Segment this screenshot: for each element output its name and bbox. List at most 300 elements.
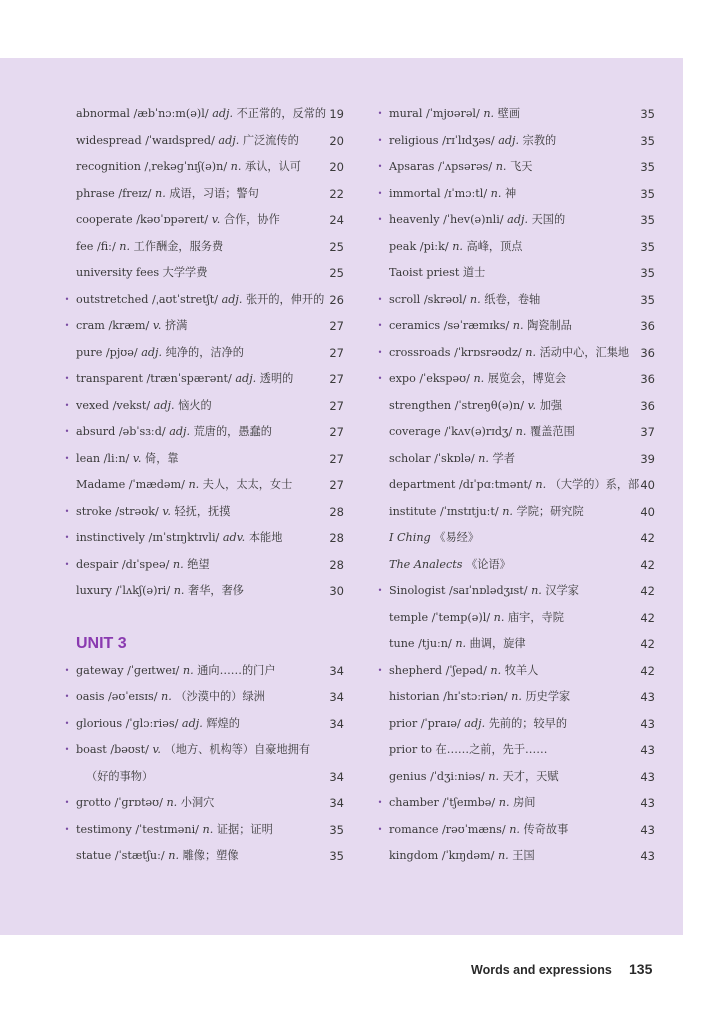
phonetic: /ˌaʊtˈstretʃt/ — [151, 292, 218, 306]
chinese-meaning: 庙宇，寺院 — [507, 610, 564, 624]
page-ref: 34 — [329, 796, 344, 810]
part-of-speech: n. — [161, 690, 172, 703]
phonetic: /ˈkʌv(ə)rɪdʒ/ — [444, 425, 513, 438]
glossary-entry — [62, 737, 344, 764]
page-ref: 25 — [329, 266, 344, 280]
part-of-speech: n. — [531, 584, 542, 597]
bullet-icon: • — [64, 294, 70, 304]
headword: outstretched — [76, 292, 149, 306]
chinese-meaning: （沙漠中的）绿洲 — [175, 690, 265, 703]
entry-text — [389, 817, 568, 844]
chinese-meaning: 纯净的，洁净的 — [165, 345, 244, 359]
left-column — [62, 101, 344, 870]
chinese-meaning: 轻抚，抚摸 — [174, 504, 231, 518]
glossary-entry — [62, 711, 344, 738]
glossary-entry — [62, 790, 344, 817]
entry-text — [76, 340, 244, 367]
bullet-icon: • — [64, 400, 70, 410]
entry-text — [389, 181, 516, 208]
entry-text — [76, 790, 214, 817]
entry-text — [389, 525, 479, 552]
bullet-icon: • — [377, 215, 383, 224]
glossary-entry — [375, 472, 655, 499]
bullet-icon: • — [377, 347, 383, 357]
chinese-meaning: 《易经》 — [434, 531, 480, 544]
chinese-meaning: 广泛流传的 — [242, 133, 299, 147]
chinese-meaning: 不正常的，反常的 — [236, 107, 327, 120]
phonetic: /ˈpraɪə/ — [420, 716, 461, 730]
chinese-meaning: 辉煌的 — [206, 716, 240, 730]
glossary-entry — [375, 313, 655, 340]
part-of-speech: n. — [202, 822, 214, 836]
glossary-entry — [375, 790, 655, 817]
page-ref: 27 — [329, 425, 344, 439]
entry-text — [76, 552, 210, 579]
chinese-meaning: 合作，协作 — [223, 213, 280, 226]
part-of-speech: n. — [515, 425, 527, 438]
entry-text — [389, 393, 562, 420]
spacer — [62, 605, 344, 632]
phonetic: /ˈtestɪməni/ — [135, 822, 199, 836]
headword: scholar — [389, 451, 431, 465]
headword: religious — [389, 133, 439, 147]
headword: heavenly — [389, 213, 440, 226]
chinese-meaning: 成语，习语；警句 — [169, 186, 259, 200]
entry-text — [389, 287, 540, 314]
page-ref: 39 — [640, 451, 655, 466]
part-of-speech: n. — [155, 186, 166, 200]
part-of-speech: n. — [166, 796, 178, 809]
part-of-speech: n. — [452, 239, 463, 253]
entry-text — [76, 684, 265, 711]
glossary-entry — [375, 340, 655, 367]
phonetic: /ˈʌpsərəs/ — [437, 160, 493, 173]
entry-text — [76, 234, 223, 261]
part-of-speech: v. — [162, 504, 171, 518]
entry-text — [76, 843, 239, 870]
page-ref: 42 — [640, 610, 655, 625]
glossary-entry — [375, 525, 655, 552]
headword: grotto — [76, 796, 111, 809]
page-ref: 35 — [640, 133, 655, 148]
headword: instinctively — [76, 531, 145, 544]
page-ref: 35 — [640, 160, 655, 174]
headword: transparent — [76, 372, 143, 385]
entry-text — [389, 128, 556, 155]
headword: recognition — [76, 160, 141, 173]
entry-text — [76, 207, 280, 234]
phonetic: /bəʊst/ — [110, 743, 149, 756]
glossary-entry — [375, 737, 655, 764]
glossary-entry — [62, 817, 344, 844]
part-of-speech: adj. — [235, 372, 257, 385]
bullet-icon: • — [377, 135, 383, 145]
phonetic: /skrəʊl/ — [423, 292, 467, 306]
phonetic: /vekst/ — [112, 398, 151, 412]
page-ref: 35 — [640, 186, 655, 201]
page-ref: 19 — [329, 107, 344, 121]
page-ref: 25 — [329, 239, 344, 254]
part-of-speech: adj. — [169, 425, 191, 438]
phonetic: /ɪˈmɔːtl/ — [444, 186, 488, 200]
page-ref: 27 — [329, 478, 344, 492]
bullet-icon: • — [64, 798, 70, 807]
headword: cooperate — [76, 213, 133, 226]
part-of-speech: adj. — [212, 107, 234, 120]
glossary-entry — [375, 207, 655, 234]
phonetic: /ˈhev(ə)nli/ — [443, 213, 504, 226]
entry-text — [76, 817, 273, 844]
page-ref: 36 — [640, 398, 655, 413]
entry-text — [389, 737, 547, 764]
chinese-meaning: 壁画 — [497, 107, 521, 120]
part-of-speech: adj. — [221, 292, 243, 306]
chinese-meaning: 工作酬金，服务费 — [133, 239, 224, 253]
part-of-speech: v. — [152, 743, 161, 756]
page-ref: 27 — [329, 345, 344, 360]
part-of-speech: adj. — [153, 398, 175, 412]
bullet-icon: • — [377, 824, 383, 834]
bullet-icon: • — [64, 427, 70, 436]
headword: phrase — [76, 186, 115, 200]
page-ref: 27 — [329, 372, 344, 386]
part-of-speech: n. — [488, 769, 499, 783]
chinese-meaning: 夫人，太太，女士 — [202, 478, 293, 491]
page-ref: 42 — [640, 531, 655, 545]
glossary-entry — [62, 419, 344, 446]
entry-text — [76, 128, 299, 155]
part-of-speech: n. — [173, 584, 185, 597]
page-ref: 42 — [640, 584, 655, 598]
entry-text — [389, 711, 567, 738]
page-ref: 26 — [329, 292, 344, 307]
entry-text — [76, 393, 212, 420]
unit-heading: UNIT 3 — [76, 635, 127, 652]
bullet-icon: • — [64, 745, 70, 754]
entry-text — [76, 578, 244, 605]
headword: Apsaras — [389, 160, 435, 173]
phonetic: /strəʊk/ — [115, 504, 159, 518]
phonetic: /pjʊə/ — [105, 345, 138, 359]
entry-text — [389, 499, 584, 526]
bullet-icon: • — [64, 718, 70, 728]
glossary-entry — [375, 234, 655, 261]
phonetic: /fiː/ — [96, 239, 116, 253]
chinese-meaning: 承认，认可 — [245, 160, 301, 173]
part-of-speech: v. — [132, 451, 142, 465]
headword: boast — [76, 743, 107, 756]
bullet-icon: • — [377, 665, 383, 675]
chinese-meaning: 荒唐的，愚蠢的 — [193, 425, 272, 438]
chinese-meaning: 展览会，博览会 — [487, 372, 567, 385]
part-of-speech: n. — [172, 557, 184, 571]
headword: luxury — [76, 584, 112, 597]
phonetic: /trænˈspærənt/ — [146, 372, 232, 385]
chinese-meaning: 天才，天赋 — [502, 769, 559, 783]
glossary-entry — [375, 578, 655, 605]
headword: stroke — [76, 504, 112, 518]
glossary-entry — [375, 181, 655, 208]
headword: immortal — [389, 186, 441, 200]
glossary-entry — [62, 260, 344, 287]
glossary-entry — [62, 684, 344, 711]
part-of-speech: n. — [497, 849, 509, 862]
page-ref: 40 — [640, 478, 655, 492]
entry-text — [76, 366, 293, 393]
headword: gateway — [76, 663, 124, 677]
phonetic: /ˈwaɪdspred/ — [145, 133, 215, 147]
entry-text — [389, 234, 522, 261]
entry-text — [76, 525, 282, 552]
phonetic: /ˈdʒiːniəs/ — [430, 769, 485, 783]
page-ref: 20 — [329, 133, 344, 148]
chinese-meaning: 挤满 — [164, 319, 188, 332]
chinese-meaning: 恼火的 — [178, 398, 212, 412]
chinese-meaning: 学院；研究院 — [516, 504, 584, 518]
footer-section-title: Words and expressions — [471, 963, 612, 977]
glossary-entry — [62, 181, 344, 208]
chinese-meaning: 小洞穴 — [180, 796, 215, 809]
glossary-entry — [62, 578, 344, 605]
glossary-entry — [62, 340, 344, 367]
phonetic: /ˈkɪŋdəm/ — [441, 849, 495, 862]
headword: coverage — [389, 425, 441, 438]
chinese-meaning: 传奇故事 — [523, 822, 569, 836]
chinese-meaning: 宗教的 — [522, 133, 557, 147]
entry-text — [389, 843, 535, 870]
bullet-icon: • — [64, 692, 70, 701]
part-of-speech: n. — [511, 690, 522, 703]
page-ref: 28 — [329, 557, 344, 572]
part-of-speech: n. — [188, 478, 200, 491]
headword: temple — [389, 610, 429, 624]
part-of-speech: adv. — [222, 531, 246, 544]
entry-text — [389, 340, 629, 367]
chinese-meaning: 奢华，奢侈 — [188, 584, 244, 597]
chinese-meaning: 纸卷，卷轴 — [484, 292, 541, 306]
phonetic: /æbˈnɔːm(ə)l/ — [133, 107, 209, 120]
glossary-entry — [62, 234, 344, 261]
entry-text — [389, 578, 579, 605]
chinese-meaning: 高峰，顶点 — [466, 239, 523, 253]
page-ref: 43 — [640, 769, 655, 784]
part-of-speech: n. — [455, 637, 467, 650]
entry-text — [389, 605, 564, 632]
bullet-icon: • — [377, 374, 383, 383]
chinese-meaning: 在……之前，先于…… — [435, 743, 548, 756]
entry-text — [389, 260, 485, 287]
phonetic: /ˈmjʊərəl/ — [425, 107, 480, 120]
phonetic: /rɪˈlɪdʒəs/ — [442, 133, 495, 147]
bilibili-watermark: bilibili — [597, 18, 702, 53]
glossary-entry — [62, 525, 344, 552]
bullet-icon: • — [377, 162, 383, 171]
page-ref: 20 — [329, 160, 344, 174]
headword: pure — [76, 345, 103, 359]
part-of-speech: adj. — [464, 716, 486, 730]
glossary-entry — [375, 287, 655, 314]
part-of-speech: adj. — [218, 133, 240, 147]
bullet-icon: • — [64, 374, 70, 383]
page-ref: 27 — [329, 451, 344, 466]
headword: widespread — [76, 133, 142, 147]
glossary-entry — [375, 419, 655, 446]
phonetic: /ˈlʌkʃ(ə)ri/ — [115, 584, 171, 597]
glossary-entry — [62, 287, 344, 314]
chinese-meaning: 飞天 — [510, 160, 533, 173]
phonetic: /dɪˈpɑːtmənt/ — [458, 478, 532, 491]
page-ref: 27 — [329, 319, 344, 333]
chinese-meaning: （地方、机构等）自豪地拥有 — [164, 743, 311, 756]
glossary-entry — [62, 101, 344, 128]
part-of-speech: adj. — [181, 716, 203, 730]
phonetic: /saɪˈnɒlədʒɪst/ — [449, 584, 528, 597]
part-of-speech: n. — [512, 319, 524, 332]
entry-text — [389, 154, 532, 181]
chinese-meaning: 道士 — [462, 266, 486, 279]
phonetic: /ˌrekəɡˈnɪʃ(ə)n/ — [144, 160, 228, 173]
glossary-entry — [375, 843, 655, 870]
page-ref: 35 — [640, 213, 655, 227]
glossary-entry — [375, 446, 655, 473]
page-ref: 34 — [329, 769, 344, 784]
phonetic: /ˈskɒlə/ — [434, 451, 475, 465]
headword: tune — [389, 637, 415, 650]
phonetic: /liːn/ — [103, 451, 130, 465]
part-of-speech: v. — [211, 213, 221, 226]
glossary-entry — [375, 154, 655, 181]
phonetic: /ˈɡrɒtəʊ/ — [114, 796, 163, 809]
glossary-entry — [375, 711, 655, 738]
chinese-meaning: 张开的，伸开的 — [245, 292, 325, 306]
bullet-icon: • — [64, 453, 70, 463]
phonetic: /əbˈsɜːd/ — [118, 425, 166, 438]
right-column — [375, 101, 655, 870]
glossary-entry — [375, 764, 655, 791]
glossary-entry — [375, 684, 655, 711]
entry-text — [76, 446, 179, 473]
chinese-meaning: 先前的；较早的 — [488, 716, 568, 730]
phonetic: /piːk/ — [419, 239, 449, 253]
page-ref: 42 — [640, 663, 655, 678]
page-ref: 37 — [640, 425, 655, 439]
page-ref: 34 — [329, 690, 344, 704]
chinese-meaning: 大学学费 — [162, 266, 208, 279]
page-ref: 35 — [640, 292, 655, 307]
page-ref: 27 — [329, 398, 344, 413]
glossary-entry — [62, 446, 344, 473]
part-of-speech: n. — [182, 663, 194, 677]
page-ref: 43 — [640, 743, 655, 757]
entry-text — [76, 287, 324, 314]
glossary-entry — [62, 843, 344, 870]
entry-text — [389, 658, 538, 685]
glossary-entry — [375, 552, 655, 579]
headword: crossroads — [389, 345, 451, 359]
entry-text — [76, 313, 187, 340]
part-of-speech: n. — [473, 372, 485, 385]
headword: mural — [389, 107, 423, 120]
part-of-speech: adj. — [498, 133, 520, 147]
entry-text — [86, 764, 153, 791]
page-ref: 40 — [640, 504, 655, 519]
entry-text — [76, 419, 272, 446]
chinese-meaning: 汉学家 — [545, 584, 579, 597]
chinese-meaning: 覆盖范围 — [530, 425, 575, 438]
chinese-meaning: 学者 — [492, 451, 515, 465]
phonetic: /ˈtemp(ə)l/ — [431, 610, 491, 624]
page-ref: 35 — [640, 266, 655, 280]
phonetic: /hɪˈstɔːriən/ — [443, 690, 508, 703]
phonetic: /ˈmædəm/ — [128, 478, 185, 491]
page-ref: 24 — [329, 213, 344, 227]
headword: genius — [389, 769, 427, 783]
page-ref: 36 — [640, 345, 655, 360]
part-of-speech: v. — [527, 398, 537, 412]
phonetic: /əʊˈeɪsɪs/ — [108, 690, 158, 703]
part-of-speech: n. — [490, 186, 502, 200]
glossary-entry — [375, 260, 655, 287]
glossary-entry — [62, 207, 344, 234]
glossary-entry — [62, 764, 344, 791]
phonetic: /rəʊˈmæns/ — [442, 822, 506, 836]
page-ref: 42 — [640, 557, 655, 572]
page-ref: 43 — [640, 690, 655, 704]
bullet-icon: • — [64, 321, 70, 330]
headword: institute — [389, 504, 437, 518]
part-of-speech: n. — [230, 160, 242, 173]
page-ref: 43 — [640, 716, 655, 731]
headword: chamber — [389, 796, 439, 809]
entry-text — [76, 154, 301, 181]
phonetic: /ˈtʃeɪmbə/ — [442, 796, 496, 809]
page-ref: 22 — [329, 186, 344, 201]
bullet-icon: • — [64, 533, 70, 542]
bullet-icon: • — [64, 824, 70, 834]
entry-text — [76, 499, 230, 526]
entry-text — [389, 552, 511, 579]
part-of-speech: n. — [535, 478, 547, 491]
glossary-entry — [62, 472, 344, 499]
phonetic: /ˈstætʃuː/ — [114, 849, 165, 862]
headword: ceramics — [389, 319, 441, 332]
chinese-meaning: （大学的）系，部 — [549, 478, 640, 491]
page-ref: 34 — [329, 716, 344, 731]
headword: prior to — [389, 743, 432, 756]
glossary-entry — [62, 658, 344, 685]
glossary-entry — [62, 499, 344, 526]
page-ref: 34 — [329, 663, 344, 678]
entry-text — [389, 764, 559, 791]
left-word-list-unit2 — [62, 101, 344, 605]
headword: prior — [389, 716, 418, 730]
chinese-meaning: （好的事物） — [86, 769, 154, 783]
phonetic: /ˈkrɒsrəʊdz/ — [454, 345, 522, 359]
page-ref: 30 — [329, 584, 344, 598]
headword: The Analects — [389, 557, 463, 571]
bullet-icon: • — [377, 586, 383, 595]
part-of-speech: n. — [493, 610, 505, 624]
chinese-meaning: 雕像；塑像 — [182, 849, 239, 862]
page-ref: 43 — [640, 822, 655, 837]
chinese-meaning: 本能地 — [248, 531, 283, 544]
phonetic: /tjuːn/ — [418, 637, 452, 650]
headword: testimony — [76, 822, 132, 836]
chinese-meaning: 透明的 — [259, 372, 294, 385]
chinese-meaning: 倚，靠 — [145, 451, 179, 465]
glossary-entry — [375, 101, 655, 128]
chinese-meaning: 王国 — [512, 849, 535, 862]
